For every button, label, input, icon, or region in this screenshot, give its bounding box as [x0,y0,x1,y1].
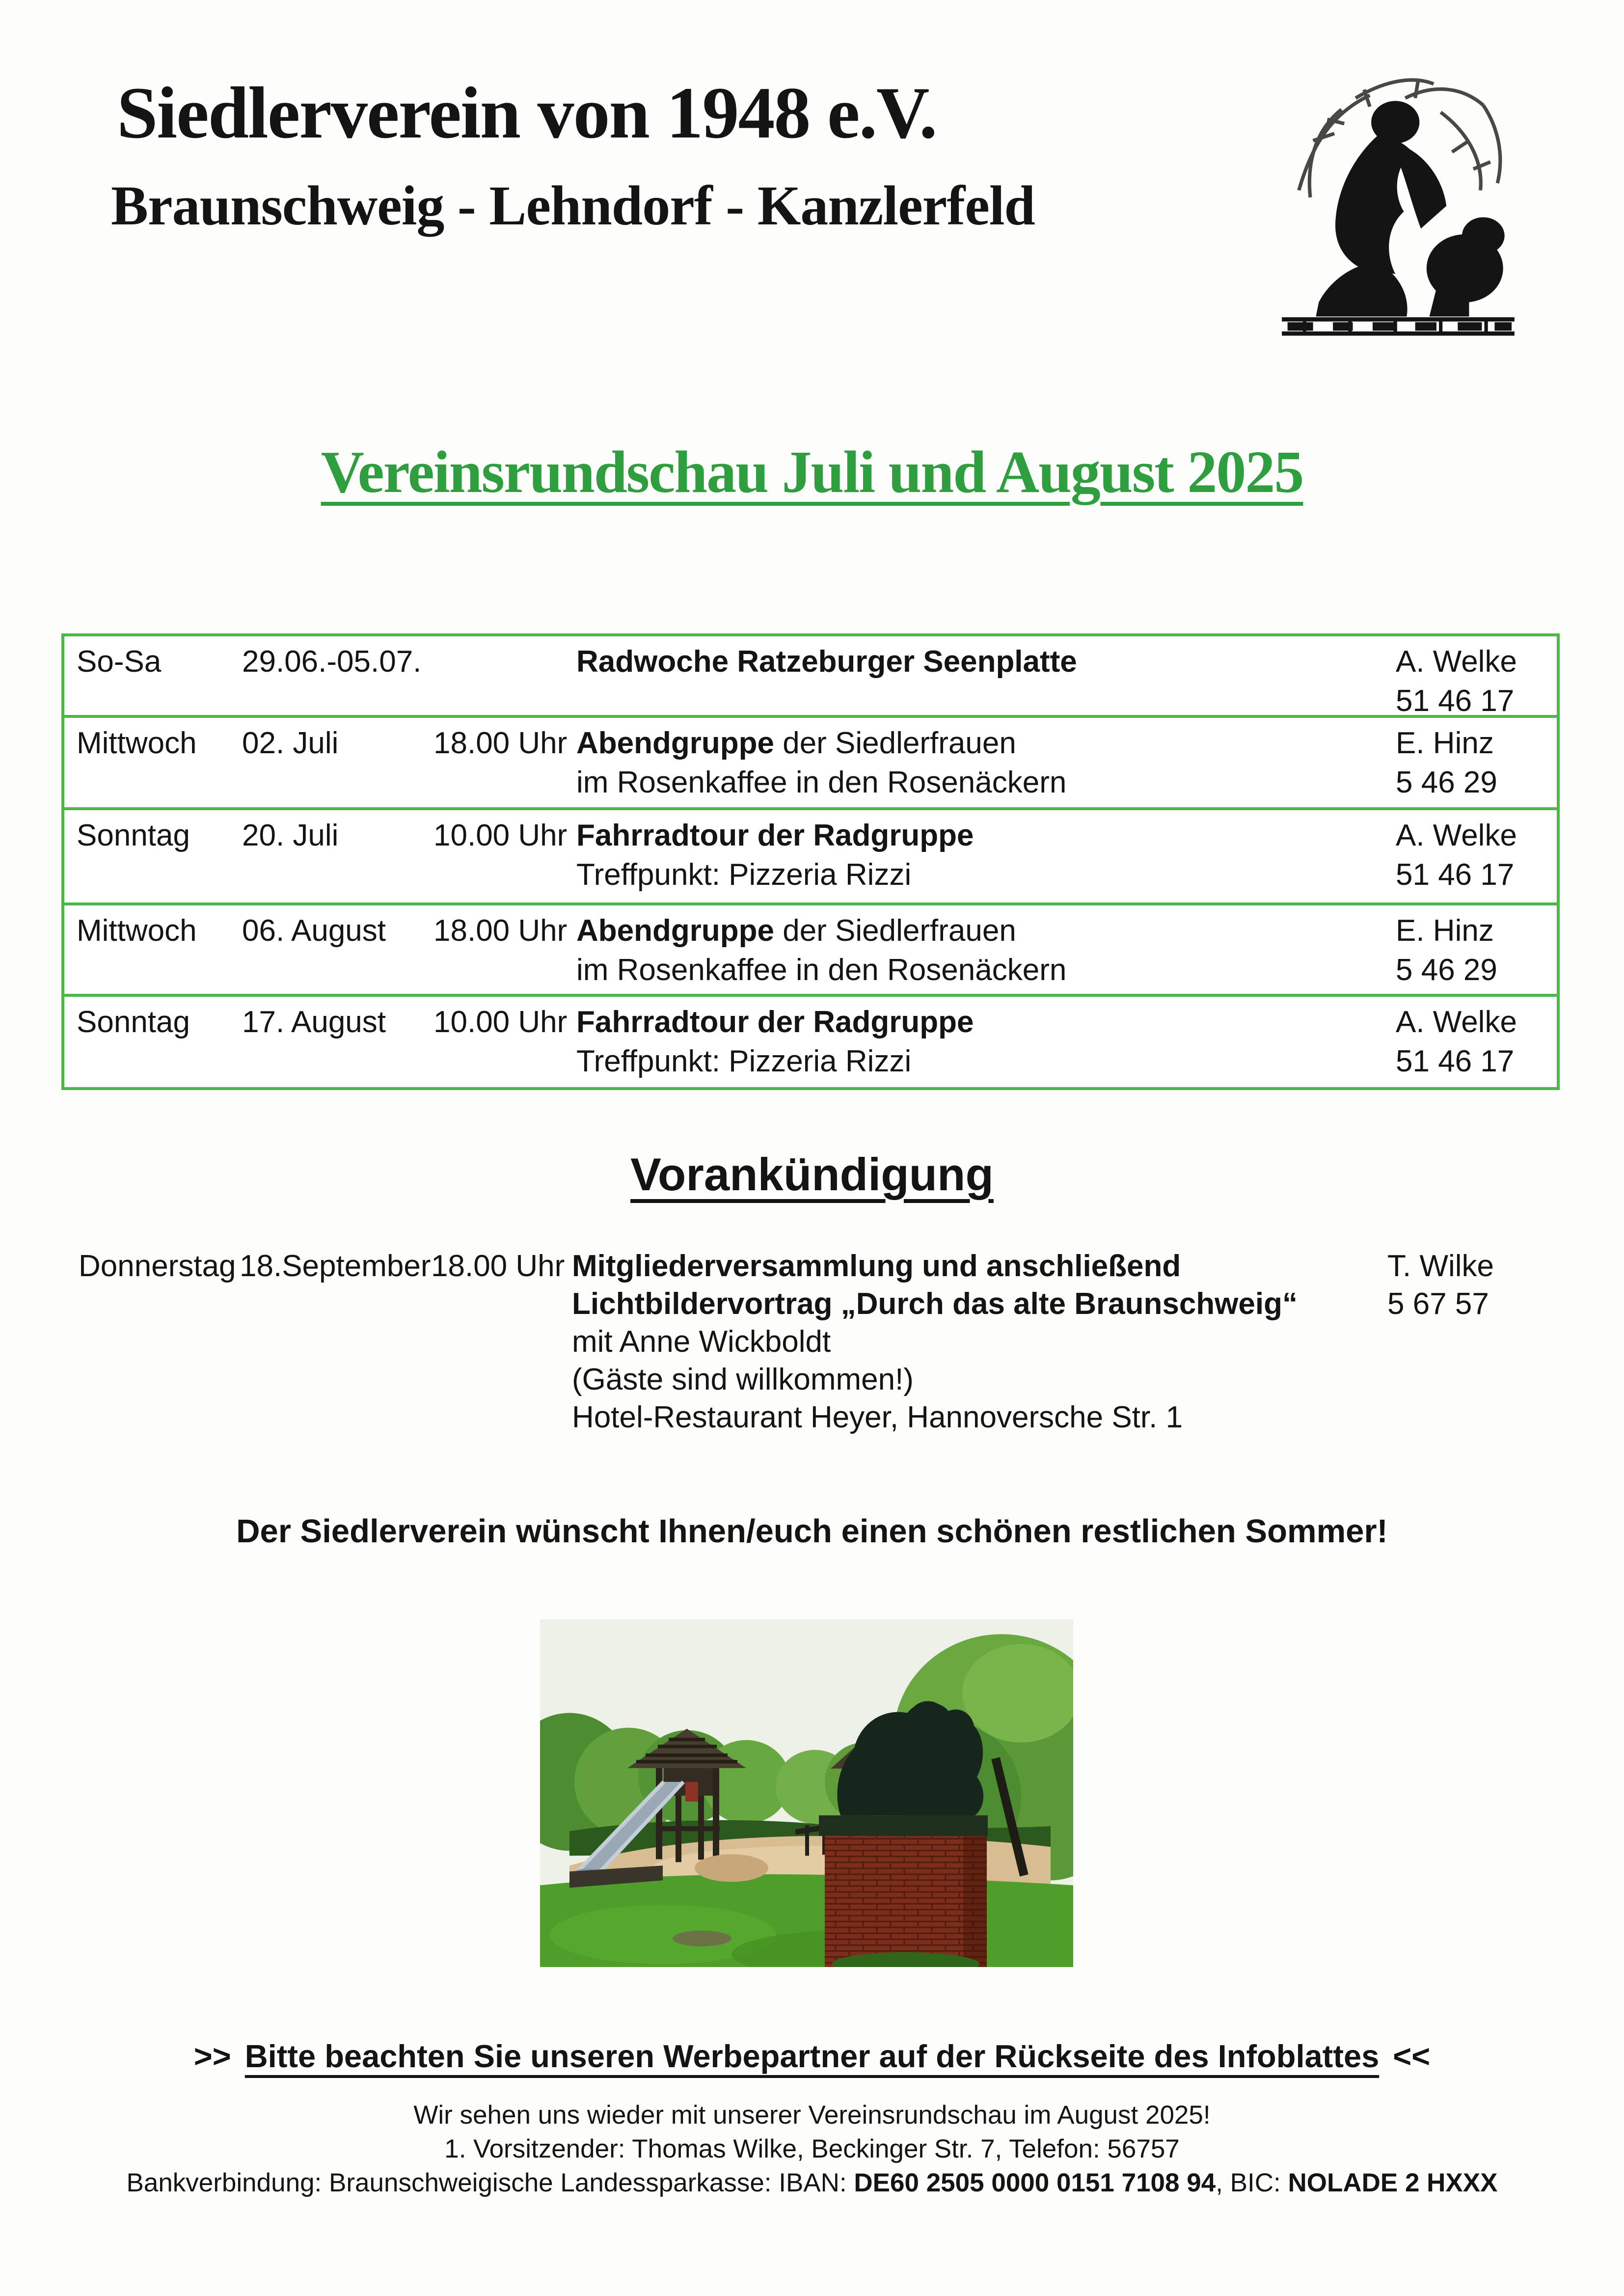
bank-iban: DE60 2505 0000 0151 7108 94 [854,2168,1216,2197]
bic-label: , BIC: [1216,2168,1288,2197]
announcement-line3: mit Anne Wickboldt [572,1325,831,1359]
event-contact [1396,1003,1517,1081]
event-detail: Treffpunkt: Pizzeria Rizzi [576,858,912,892]
event-day: Mittwoch [77,914,197,948]
event-title: Radwoche Ratzeburger Seenplatte [576,645,1077,679]
event-row-1 [64,636,1557,718]
event-day: Mittwoch [77,726,197,760]
event-time: 10.00 Uhr [433,1005,568,1039]
event-date: 02. Juli [242,726,339,760]
event-detail: im Rosenkaffee in den Rosenäckern [576,953,1067,987]
footer-chairman: 1. Vorsitzender: Thomas Wilke, Beckinger Str. 7, Telefon: 56757 [444,2134,1180,2163]
announcement-line4: (Gäste sind willkommen!) [572,1363,914,1396]
contact-name: A. Welke [1396,819,1517,852]
event-contact [1396,816,1517,895]
event-description [576,1003,974,1081]
event-contact [1396,642,1517,721]
announcement-date: 18.September [240,1249,431,1283]
event-date: 17. August [242,1005,386,1039]
event-detail: Treffpunkt: Pizzeria Rizzi [576,1044,912,1078]
partner-note [0,2038,1624,2075]
announcement-heading [0,1148,1624,1201]
playground-photo [540,1619,1073,1967]
event-day: Sonntag [77,819,190,852]
event-detail: im Rosenkaffee in den Rosenäckern [576,765,1067,799]
event-row-5 [64,994,1557,1087]
contact-name: E. Hinz [1396,914,1494,948]
contact-phone: 51 46 17 [1396,858,1515,892]
event-description [576,724,1066,802]
contact-phone: 5 46 29 [1396,953,1497,987]
newsletter-title: Vereinsrundschau Juli und August 2025 [321,439,1303,505]
event-title-rest: der Siedlerfrauen [774,726,1016,760]
event-date: 06. August [242,914,386,948]
footer-bank-details [0,2167,1624,2199]
announcement-contact [1387,1247,1494,1323]
double-angle-right-icon: >> [193,2038,231,2074]
event-description [576,642,1077,682]
club-logo-kneeling-gardener-icon [1271,55,1526,340]
partner-note-text: Bitte beachten Sie unseren Werbepartner auf der Rückseite des Infoblattes [244,2038,1380,2074]
announcement-time: 18.00 Uhr [431,1249,565,1283]
contact-name: E. Hinz [1396,726,1494,760]
contact-phone: 5 67 57 [1387,1287,1489,1321]
double-angle-left-icon: << [1393,2038,1431,2074]
event-title: Abendgruppe [576,914,774,948]
event-description [576,911,1066,990]
event-title: Fahrradtour der Radgruppe [576,819,974,852]
club-name-title: Siedlerverein von 1948 e.V. [117,72,937,154]
event-day: Sonntag [77,1005,190,1039]
club-location-subtitle: Braunschweig - Lehndorf - Kanzlerfeld [111,174,1035,237]
event-time: 10.00 Uhr [433,819,568,852]
announcement-heading-text: Vorankündigung [630,1148,994,1200]
contact-phone: 51 46 17 [1396,1044,1515,1078]
event-date: 20. Juli [242,819,339,852]
event-title: Fahrradtour der Radgruppe [576,1005,974,1039]
event-time: 18.00 Uhr [433,914,568,948]
event-date: 29.06.-05.07. [242,645,422,679]
event-time: 18.00 Uhr [433,726,568,760]
event-title: Abendgruppe [576,726,774,760]
contact-phone: 5 46 29 [1396,765,1497,799]
contact-name: A. Welke [1396,645,1517,679]
announcement-description [572,1247,1298,1436]
event-row-3 [64,807,1557,902]
announcement-line2: Lichtbildervortrag „Durch das alte Braunschweig“ [572,1287,1298,1321]
contact-name: T. Wilke [1387,1249,1494,1283]
contact-name: A. Welke [1396,1005,1517,1039]
events-table [61,633,1560,1090]
event-contact [1396,724,1497,802]
bank-label: Bankverbindung: Braunschweigische Landessparkasse: IBAN: [126,2168,854,2197]
event-row-2 [64,715,1557,807]
event-row-4 [64,902,1557,994]
announcement-line5: Hotel-Restaurant Heyer, Hannoversche Str. 1 [572,1400,1183,1434]
event-description [576,816,974,895]
bank-bic: NOLADE 2 HXXX [1288,2168,1498,2197]
newsletter-masthead [0,438,1624,507]
announcement-day: Donnerstag [79,1249,236,1283]
event-title-rest: der Siedlerfrauen [774,914,1016,948]
announcement-line1: Mitgliederversammlung und anschließend [572,1249,1181,1283]
event-contact [1396,911,1497,990]
event-day: So-Sa [77,645,162,679]
contact-phone: 51 46 17 [1396,684,1515,718]
footer-farewell: Wir sehen uns wieder mit unserer Vereinsrundschau im August 2025! [413,2101,1211,2130]
summer-wish-line: Der Siedlerverein wünscht Ihnen/euch einen schönen restlichen Sommer! [236,1513,1388,1550]
